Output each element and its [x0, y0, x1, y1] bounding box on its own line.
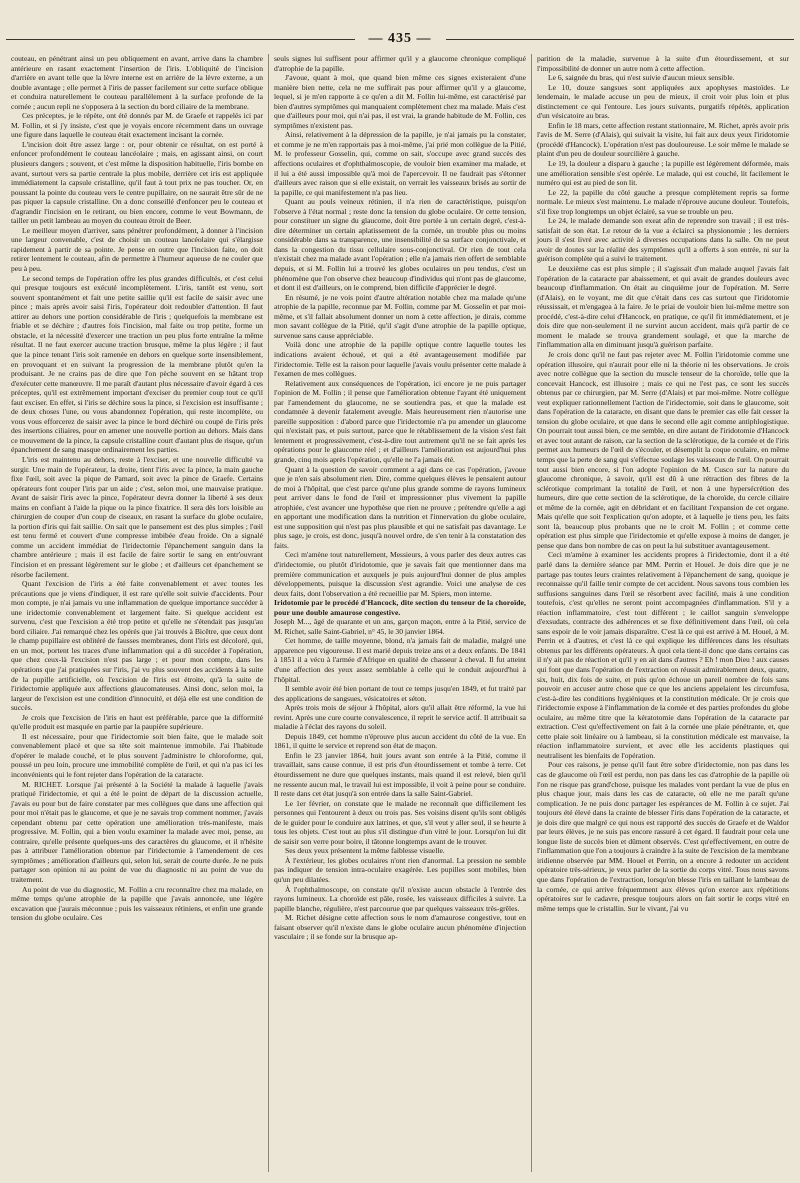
paragraph: Quant à la question de savoir comment a agi dans ce cas l'opération, j'avoue que je n'en sais absolument rien. Dire, comme quelques élèves le pensaient autour de moi à l'hôpital, que c'est parce qu'une plus grande somme de rayons lumineux peut arriver dans le fond de l'œil et impressionner plus vivement la papille atrophiée, c'est avancer une hypothèse que rien ne prouve ; prétendre qu'elle a agi en apportant une modification dans la nutrition et l'innervation du globe oculaire, est une supposition qui n'est pas plus plausible et qui ne satisfait pas davantage. Le plus sage, je crois, est donc, jusqu'à nouvel ordre, de s'en tenir à la constatation des faits.: [274, 464, 526, 550]
paragraph: parition de la maladie, survenue à la suite d'un étourdissement, et sur l'impossibilité de donner un autre nom à cette affection.: [537, 54, 789, 73]
paragraph: Le 10, douze sangsues sont appliquées aux apophyses mastoïdes. Le lendemain, le malade accuse un peu de mieux, il croit voir plus loin et plus distinctement ce qui l'entoure. Les jours suivants, purgatifs répétés, application d'un vésicatoire au bras.: [537, 82, 789, 121]
paragraph: Quant l'excision de l'iris a été faite convenablement et avec toutes les précautions que je viens d'indiquer, il est rare qu'elle soit suivie d'accidents. Pour mon compte, je n'ai jamais vu une inflammation de quelque importance succéder à une iridectomie convenablement et largement faite. Si quelque accident est survenu, c'est que l'excision a été trop petite et qu'elle ne s'étendait pas jusqu'au bord ciliaire. J'ai remarqué chez les opérés que j'ai trouvés à Bicêtre, que ceux dont le champ pupillaire est oblitéré de fausses membranes, dont l'iris est décoloré, qui, en un mot, portent les traces d'une inflammation qui a dû succéder à l'opération, que chez ceux-là l'excision n'est pas large ; et pour mon compte, dans les opérations que j'ai pratiquées sur l'iris, j'ai vu plus souvent des accidents à la suite de la pupille artificielle, où l'excision de l'iris est étroite, qu'à la suite de l'iridectomie appliquée aux affections glaucomateuses. Ainsi donc, selon moi, la largeur de l'excision est une condition d'innocuité, et déjà elle est une condition de succès.: [11, 579, 263, 713]
paragraph: Pour ces raisons, je pense qu'il faut être sobre d'iridectomie, non pas dans les cas de glaucome où l'œil est perdu, non pas dans les cas d'atrophie de la papille où l'on ne risque pas grand'chose, puisque les malades vont perdant la vue de plus en plus chaque jour, mais dans les cas de cataracte, où elle ne me paraît qu'une complication. Je ne puis donc partager les espérances de M. Follin à ce sujet. J'ai toujours été élevé dans la crainte de blesser l'iris dans l'opération de la cataracte, et je dois dire que malgré ce qui nous est rapporté des succès de Graefe et de Waldor par leurs élèves, je ne suis pas encore rassuré à cet égard. Il faudrait pour cela une longue liste de succès bien et dûment observés. C'est qu'effectivement, en outre de l'inflammation que l'on a toujours à craindre à la suite de l'excision de la membrane iridienne observée par MM. Houel et Perrin, on a encore à redouter un accident opératoire très-sérieux, je veux parler de la sortie du corps vitré. Tous nous savons que dans l'opération de l'extraction, lorsqu'on blesse l'iris en taillant le lambeau de la cornée, ce qui arrive fréquemment aux élèves qu'on exerce aux répétitions opératoires sur le cadavre, presque toujours alors on fait sortir le corps vitré en même temps que le cristallin. Sur le vivant, j'ai vu: [537, 760, 789, 913]
column-1: [6, 54, 268, 1172]
header-rule-left: [6, 39, 355, 40]
paragraph: Voilà donc une atrophie de la papille optique contre laquelle toutes les indications avaient échoué, et qui a été avantageusement modifiée par l'iridectomie. Telle est la raison pour laquelle j'avais voulu présenter cette malade à l'examen de mes collègues.: [274, 340, 526, 379]
paragraph: À l'ophthalmoscope, on constate qu'il n'existe aucun obstacle à l'entrée des rayons lumineux. La choroïde est pâle, rosée, les vaisseaux difficiles à suivre. La papille blanche, régulière, n'est parcourue que par quelques vaisseaux très-grêles.: [274, 884, 526, 913]
page-header: [6, 28, 794, 50]
paragraph: Après trois mois de séjour à l'hôpital, alors qu'il allait être réformé, la vue lui revint. Après une cure courte convalescence, il reprit le service actif. Il attribuait sa maladie à l'éclat des rayons du soleil.: [274, 703, 526, 732]
paragraph: Il est nécessaire, pour que l'iridectomie soit bien faite, que le malade soit convenablement placé et que sa tête soit maintenue immobile. J'ai l'habitude d'opérer le malade couché, et le plus souvent j'administre le chloroforme, qui, poussé un peu loin, procure une immobilité complète de l'œil, et qui n'a pas ici les inconvénients qui le font rejeter dans l'opération de la cataracte.: [11, 731, 263, 780]
paragraph: M. RICHET. Lorsque j'ai présenté à la Société la malade à laquelle j'avais pratiqué l'iridectomie, et qui a été le point de départ de la discussion actuelle, j'avais eu pour but de faire constater par mes collègues que dans une affection qui pour moi n'était pas le glaucome, et que je ne savais trop comment nommer, j'avais cependant obtenu par cette opération une amélioration très-manifeste, mais progressive. M. Follin, qui a bien voulu examiner la malade avec moi, pense, au contraire, qu'elle présente quelques-uns des caractères du glaucome, et il n'hésite pas à attribuer l'amélioration obtenue par l'iridectomie à l'amendement de ces symptômes ; amélioration d'ailleurs qui, selon lui, serait de courte durée. Je ne puis partager son opinion ni au point de vue du diagnostic ni au point de vue du traitement.: [11, 779, 263, 885]
column-3: [531, 54, 794, 1172]
page-number: — 435 —: [368, 31, 432, 46]
paragraph: Le 22, la papille du côté gauche a presque complètement repris sa forme normale. Le mieux s'est maintenu. Le malade n'éprouve aucune douleur. Toutefois, s'il fixe trop longtemps un objet éclairé, sa vue se trouble un peu.: [537, 187, 789, 216]
article-heading: Iridotomie par le procédé d'Hancock, dite section du tenseur de la choroïde, pour une double amaurose congestive.: [274, 598, 526, 617]
paragraph: Je crois que l'excision de l'iris en haut est préférable, parce que la difformité qu'elle produit est masquée en partie par la paupière supérieure.: [11, 712, 263, 732]
paragraph: Depuis 1849, cet homme n'éprouve plus aucun accident du côté de la vue. En 1861, il quitte le service et reprend son état de maçon.: [274, 731, 526, 751]
paragraph: M. Richet désigne cette affection sous le nom d'amaurose congestive, tout en faisant observer qu'il n'existe dans le globe oculaire aucun phénomène d'injection vasculaire ; il se fonde sur la brusque ap-: [274, 913, 526, 942]
paragraph: seuls signes lui suffisent pour affirmer qu'il y a glaucome chronique compliqué d'atrophie de la papille.: [274, 54, 526, 73]
column-2-case-report: [274, 617, 526, 942]
paragraph: Cet homme, de taille moyenne, blond, n'a jamais fait de maladie, malgré une apparence peu vigoureuse. Il est marié depuis treize ans et a deux enfants. De 1841 à 1851 il a vécu à l'armée d'Afrique en qualité de chasseur à cheval. Il fut atteint d'une affection des yeux assez semblable à celle qui le conduit aujourd'hui à l'hôpital.: [274, 636, 526, 684]
text-columns: [6, 54, 794, 1172]
paragraph: couteau, en pénétrant ainsi un peu obliquement en avant, arrive dans la chambre antérieure en rasant exactement l'insertion de l'iris. L'obliquité de l'incision d'arrière en avant telle que la lèvre interne est en arrière de la lèvre externe, a un double avantage ; elle permet à l'iris de passer facilement sur cette surface oblique et conduira naturellement le couteau parallèlement à la surface profonde de la cornée ; aucun repli ne s'opposera à la section du bord ciliaire de la membrane.: [11, 54, 263, 111]
paragraph: Le 24, le malade demande son exeat afin de reprendre son travail ; il est très-satisfait de son état. Le retour de la vue a éclairci sa physionomie ; les derniers jours il s'est livré avec activité à diverses occupations dans la salle. On ne peut avoir de doutes sur la réalité des symptômes qu'il a offerts à son entrée, ni sur la guérison complète qui a suivi le traitement.: [537, 216, 789, 264]
paragraph: J'avoue, quant à moi, que quand bien même ces signes existeraient d'une manière bien nette, cela ne me suffirait pas pour affirmer qu'il y a glaucome, lequel, si je m'en rapporte à ce qu'en a dit M. Follin lui-même, est caractérisé par bien d'autres symptômes qui manquaient complètement chez ma malade. Mais c'est que d'ailleurs pour moi, qui n'ai pas, il est vrai, la grande habitude de M. Follin, ces symptômes n'existent pas.: [274, 73, 526, 130]
paragraph: Le deuxième cas est plus simple ; il s'agissait d'un malade auquel j'avais fait l'opération de la cataracte par abaissement, et qui avait de grandes douleurs avec beaucoup d'inflammation. On était au cinquième jour de l'opération. M. Serre (d'Alais), en le voyant, me dit que c'était dans ces cas surtout que l'iridotomie réussissait, et m'engagea à la faire. Je le priai de vouloir bien lui-même mettre son procédé, c'est-à-dire celui d'Hancock, en pratique, ce qu'il fit immédiatement, et je dois dire que non-seulement il ne survint aucun accident, mais qu'à partir de ce moment le malade se trouva grandement soulagé, et que la marche de l'inflammation alla en diminuant jusqu'à guérison parfaite.: [537, 264, 789, 350]
paragraph: L'iris est maintenu au dehors, reste à l'exciser, et une nouvelle difficulté va surgir. Une main de l'opérateur, la droite, tient l'iris avec la pince, la main gauche fixe l'œil, soit avec la pique de Pamard, soit avec la pince de Graefe. Certains opérateurs font couper l'iris par un aide ; c'est, selon moi, une mauvaise pratique. Avant de saisir l'iris avec la pince, l'opérateur devra donner la liberté à ses deux mains en confiant à l'aide la pique ou la pince fixatrice. Il sera dès lors loisible au chirurgien de couper d'un coup de ciseaux, en rasant la surface du globe oculaire, la portion d'iris qui fait saillie. On sait que le pansement est des plus simples ; l'œil est tenu fermé et couvert d'une compresse imbibée d'eau froide. On a signalé comme un accident immédiat de l'iridectomie l'épanchement sanguin dans la chambre antérieure ; mais il est facile de faire sortir le sang en entr'ouvrant l'incision et en pressant légèrement sur le globe ; et d'ailleurs cet épanchement se résorbe facilement.: [11, 454, 263, 579]
paragraph: Enfin le 23 janvier 1864, huit jours avant son entrée à la Pitié, comme il travaillait, sans cause connue, il est pris d'un étourdissement et tombe à terre. Cet étourdissement ne dure que quelques instants, mais quand il est relevé, bien qu'il ne ressente aucun mal, le travail lui est impossible, il voit à peine pour se conduire. Il reste dans cet état jusqu'à son entrée dans la salle Saint-Gabriel.: [274, 750, 526, 799]
header-rule-right: [446, 39, 795, 40]
paragraph: Le 6, saignée du bras, qui n'est suivie d'aucun mieux sensible.: [548, 73, 735, 83]
paragraph: Au point de vue du diagnostic, M. Follin a cru reconnaître chez ma malade, en même temps qu'une atrophie de la papille que j'avais annoncée, une légère excavation que j'aurais méconnue ; puis les vaisseaux rétiniens, et enfin une grande tension du globe oculaire. Ces: [11, 884, 263, 923]
paragraph: En résumé, je ne vois point d'autre altération notable chez ma malade qu'une atrophie de la papille, reconnue par M. Follin, comme par M. Gosselin et par moi-même, et s'il fallait absolument donner un nom à cette affection, je dirais, comme mon savant collègue de la Pitié, qu'il s'agit d'une atrophie de la papille optique, survenue sans cause appréciable.: [274, 292, 526, 340]
paragraph: Le 1er février, on constate que le malade ne reconnaît que difficilement les personnes qui l'entourent à deux ou trois pas. Ses voisins disent qu'ils sont obligés de le guider pour le conduire aux latrines, et que, s'il veut y aller seul, il se heurte à tous les objets. C'est tout au plus s'il distingue d'un vitré le jour. Lorsqu'on lui dit de saisir son verre pour boire, il tâtonne longtemps avant de le trouver.: [274, 798, 526, 846]
paragraph: Ceci m'amène tout naturellement, Messieurs, à vous parler des deux autres cas d'iridectomie, ou plutôt d'iridotomie, que je savais fait que mentionner dans ma première communication et auxquels je puis aujourd'hui donner de plus amples développements, puisque la discussion s'est agrandie. Voici une analyse de ces deux faits, dont l'observation a été recueillie par M. Spiers, mon interne.: [274, 550, 526, 598]
paragraph: Quant au pouls veineux rétinien, il n'a rien de caractéristique, puisqu'on l'observe à l'état normal ; reste donc la tension du globe oculaire. Or cette tension, pour constituer un signe du glaucome, doit être portée à un certain degré, c'est-à-dire déterminer un certain aplatissement de la cornée, un trouble plus ou moins considérable dans sa transparence, une insensibilité de sa surface conjonctivale, et dans la congestion du tissu cellulaire sous-conjonctival. Or rien de tout cela n'existait chez ma malade avant l'opération ; elle n'a jamais rien offert de semblable depuis, et si M. Follin lui a trouvé les globes oculaires un peu tendus, c'est un phénomène que l'on observe chez beaucoup d'individus qui n'ont pas de glaucome, et dont il est d'ailleurs, on le comprend, bien difficile d'apprécier le degré.: [274, 197, 526, 293]
column-2-body: [274, 54, 526, 598]
paragraph: Ceci m'amène à examiner les accidents propres à l'iridectomie, dont il a été parlé dans la dernière séance par MM. Perrin et Houel. Je dois dire que je ne partage pas toutes leurs craintes relativement à l'épanchement de sang, quoique je reconnaisse qu'il faille tenir compte de cet accident. Nous savons tous combien les suffusions sanguines dans l'œil se résorbent avec facilité, mais à une condition toutefois, c'est qu'elles ne seront point accompagnées d'inflammation. S'il y a réaction inflammatoire, c'est tout différent ; le caillot sanguin s'enveloppe d'exsudats, contracte des adhérences et se fixe définitivement dans l'œil, où cela sans espoir de le voir jamais disparaître. C'est là ce qui est arrivé à M. Houel, à M. Perrin et à d'autres, et c'est là ce qui explique les différences dans les résultats obtenus par les différents opérateurs. À quoi cela tient-il donc que dans certains cas il n'y ait pas de réaction et qu'il y en ait dans d'autres ? Eh ! mon Dieu ! aux causes qui font que dans l'opération de l'extraction on réussit admirablement deux, quatre, six, huit, dix fois de suite, et puis qu'on échoue un pareil nombre de fois sans pouvoir en accuser autre chose que ce que les anciens appelaient les circumfusa, c'est-à-dire les conditions hygiéniques et la constitution médicale. Or je crois que l'iridectomie expose à l'inflammation de la cornée et des parties profondes du globe oculaire, au même titre que la kératotomie dans l'opération de la cataracte par extraction. C'est qu'effectivement on fait à la cornée une plaie pénétrante, et, que cette plaie soit linéaire ou à lambeau, si la constitution médicale est mauvaise, la réaction inflammatoire survient, et avec elle les accidents plastiques qui neutralisent les bienfaits de l'opération.: [537, 550, 789, 760]
paragraph: Ces préceptes, je le répète, ont été donnés par M. de Graefe et rappelés ici par M. Follin, et si j'y insiste, c'est que je voyais encore récemment dans un ouvrage une figure dans laquelle le couteau était exactement incisant la cornée.: [11, 111, 263, 140]
paragraph: Le meilleur moyen d'arriver, sans pénétrer profondément, à donner à l'incision une largeur convenable, c'est de choisir un couteau lancéolaire qui s'élargisse rapidement à partir de sa pointe. Je pense en outre que l'incision faite, on doit retirer lentement le couteau, afin de permettre à l'humeur aqueuse de ne couler que peu à peu.: [11, 225, 263, 274]
paragraph: Ainsi, relativement à la dépression de la papille, je n'ai jamais pu la constater, et comme je ne m'en rapportais pas à moi-même, j'ai prié mon collègue de la Pitié, M. le professeur Gosselin, qui, comme on sait, s'occupe avec grand succès des affections oculaires et d'ophthalmoscopie, de vouloir bien examiner ma malade, et il lui a été aussi impossible qu'à moi de l'apercevoir. Il ne faudrait pas s'étonner d'ailleurs avec raison que si elle existait, on verrait les vaisseaux brisés au sortir de la papille, ce qui manifestement n'a pas lieu.: [274, 130, 526, 197]
paragraph: À l'extérieur, les globes oculaires n'ont rien d'anormal. La pression ne semble pas indiquer de tension intra-oculaire exagérée. Les pupilles sont mobiles, bien qu'un peu dilatées.: [274, 855, 526, 885]
paragraph: Le 19, la douleur a disparu à gauche ; la pupille est légèrement déformée, mais une amélioration sensible s'est opérée. Le malade, qui est couché, lit facilement le numéro qui est au pied de son lit.: [537, 159, 789, 188]
paragraph: Ses deux yeux présentent la même faiblesse visuelle.: [285, 846, 445, 856]
paragraph: Je crois donc qu'il ne faut pas rejeter avec M. Follin l'iridotomie comme une opération illusoire, qui n'aurait pour elle ni la théorie ni les observations. Je crois avec notre collègue que la section du muscle tenseur de la choroïde, telle que la concevait Hancock, est illusoire ; mais ce qui ne l'est pas, ce sont les succès obtenus par ce chirurgien, par M. Serre (d'Alais) et par moi-même. Notre collègue veut expliquer rationnellement l'action de l'iridectomie, soit dans le glaucome, soit dans l'opération de la cataracte, en disant que dans le premier cas elle fait cesser la tension du globe oculaire, et que dans le second elle agit comme antiphlogistique. On pourrait tout aussi bien, ce me semble, en dire autant de l'iridotomie d'Hancock et avec tout autant de raison, car la section de la sclérotique, de la cornée et de l'iris permet aux humeurs de l'œil de s'écouler, et désemplit la coque oculaire, en même temps que la perte de sang qui s'effectue soulage les vaisseaux de l'œil. On pourrait tout aussi bien encore, si l'on adopte l'opinion de M. Cusco sur la nature du glaucome chronique, à savoir, qu'il est dû à une rétraction des fibres de la sclérotique comprimant la totalité de l'œil, et non à une hypersécrétion des humeurs, dire que cette section de la sclérotique, de la choroïde, du cercle ciliaire et même de la cornée, agit en débridant et en facilitant l'expansion de cet organe. Mais qu'elle que soit l'explication qu'on adopte, et à laquelle je tiens peu, les faits sont là, beaucoup plus probants que ne le croit M. Follin ; et comme cette opération est plus simple que l'iridectomie et qu'elle expose à moins de danger, je pense que dans bon nombre de cas on peut la lui substituer avantageusement.: [537, 349, 789, 550]
column-2: [268, 54, 531, 1172]
paragraph: Enfin le 18 mars, cette affection restant stationnaire, M. Richet, après avoir pris l'avis de M. Serre (d'Alais), qui suivait la visite, lui fait aux deux yeux l'iridotomie (procédé d'Hancock). L'opération n'est pas douloureuse. Le soir même le malade se plaint d'un peu de douleur sourcilière à gauche.: [537, 120, 789, 159]
paragraph: Relativement aux conséquences de l'opération, ici encore je ne puis partager l'opinion de M. Follin ; il pense que l'amélioration obtenue l'ayant été uniquement par l'amendement du glaucome, ne se soutiendra pas, et que la malade est condamnée à devenir fatalement aveugle. Mais heureusement rien n'autorise une pareille supposition : d'abord parce que l'iridectomie n'a pu amender un glaucome qui n'existait pas, et puis surtout, parce que le rétablissement de la vision s'est fait lentement et progressivement, c'est-à-dire tout autrement qu'il ne se fait après les opérations pour le glaucome réel ; et d'ailleurs l'amélioration est aujourd'hui plus grande, cinq mois après l'opération, qu'elle ne l'a jamais été.: [274, 378, 526, 464]
paragraph: L'incision doit être assez large : or, pour obtenir ce résultat, on est porté à enfoncer profondément le couteau lancéolaire ; mais, en agissant ainsi, on court plusieurs dangers ; souvent, et c'est même la disposition habituelle, l'iris bombe en avant, surtout vers sa partie centrale la plus mobile, derrière cet iris est appliquée immédiatement la capsule cristalline, qu'il faut à tout prix ne pas toucher. Or, en poussant la pointe du couteau vers le centre pupillaire, on ne saurait être sûr de ne pas piquer la capsule cristalline. On a donc conseillé d'enfoncer peu le couteau et d'agrandir l'incision en le retirant, ou bien encore, comme le veut Bowmann, de tailler un petit lambeau au moyen du couteau étroit de Beer.: [11, 139, 263, 226]
paragraph: Joseph M..., âgé de quarante et un ans, garçon maçon, entre à la Pitié, service de M. Richet, salle Saint-Gabriel, n° 45, le 30 janvier 1864.: [274, 617, 526, 636]
paragraph: Il semble avoir été bien portant de tout ce temps jusqu'en 1849, et fut traité par des applications de sangsues, vésicatoires et séton.: [274, 684, 526, 703]
paragraph: Le second temps de l'opération offre les plus grandes difficultés, et c'est celui qui presque toujours est exécuté incomplètement. L'iris, tantôt est venu, sort souvent spontanément et fait une petite saillie qu'il est facile de saisir avec une pince ; mais après avoir saisi l'iris, l'opérateur doit redoubler d'attention. Il faut attirer au dehors une portion considérable de l'iris ; quelquefois la membrane est friable et se déchire ; d'autres fois l'incision, mal faite ou trop petite, forme un obstacle, et la nécessité d'exercer une traction un peu plus forte entraîne la même résultat. Il ne faut exercer aucune traction brusque, même la plus légère ; il faut que la pince tenant l'iris soit ramenée en dehors en quelque sorte insensiblement, en provoquant et en suivant la progression de la membrane plutôt qu'en la produisant. Je ne crains pas de dire que l'on pèche souvent en se hâtant trop d'exécuter cette manœuvre. Il me paraît d'autant plus nécessaire d'avoir égard à ces préceptes, qu'il est extrêmement important d'exciser du premier coup tout ce qu'il faut exciser. En effet, si l'iris se déchire sous la pince, si l'excision est insuffisante ; de deux choses l'une, ou vous abandonnez l'opération, qui reste incomplète, ou vous vous efforcerez de saisir avec la pince le bord déchiré ou coupé de l'iris près des insertions ciliaires, pour en amener une nouvelle portion au dehors. Mais dans ce mouvement de la pince, la capsule cristalline court d'autant plus de risque, qu'un épanchement de sang masque ordinairement les parties.: [11, 273, 263, 455]
